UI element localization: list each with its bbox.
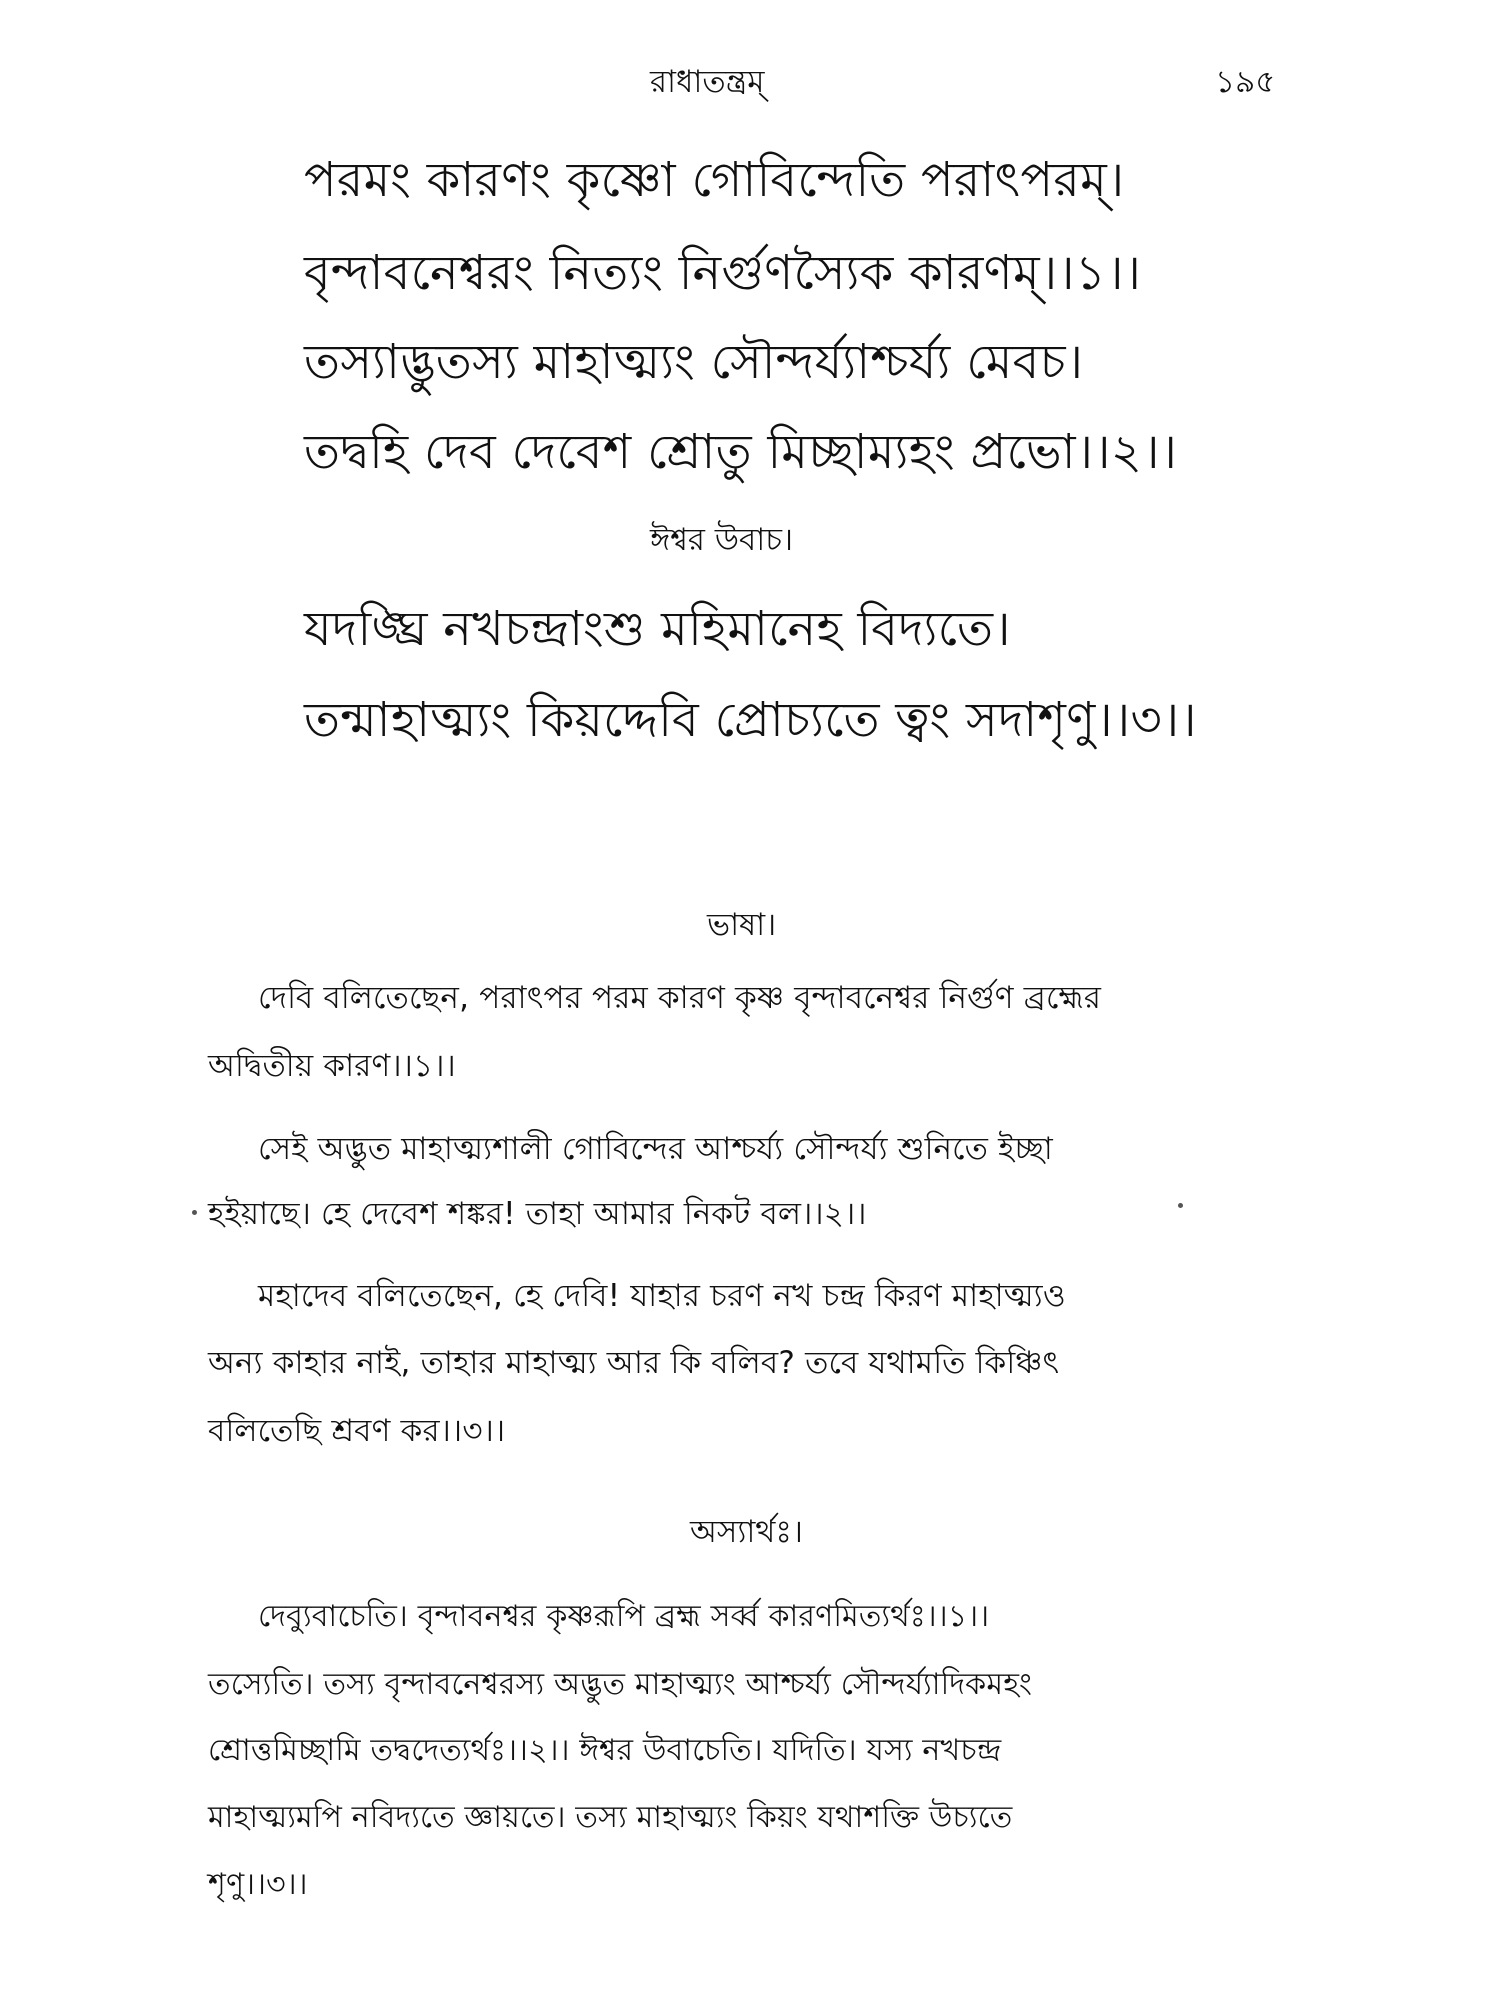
verse-line: তদ্বহি দেব দেবেশ শ্রোতু মিচ্ছাম্যহং প্রভো।।২।। <box>304 424 1178 480</box>
ink-speck <box>192 1210 197 1215</box>
page-number: ১৯৫ <box>1215 64 1276 100</box>
verse-line: তস্যাদ্ভুতস্য মাহাত্ম্যং সৌন্দর্য্যাশ্চর্য্য মেবচ। <box>304 334 1084 390</box>
prose-line: বলিতেছি শ্রবণ কর।।৩।। <box>208 1413 506 1449</box>
verse-line: পরমং কারণং কৃষ্ণো গোবিন্দেতি পরাৎপরম্। <box>304 152 1125 208</box>
prose-line: অদ্বিতীয় কারণ।।১।। <box>208 1048 456 1084</box>
verse-line: তন্মাহাত্ম্যং কিয়দ্দেবি প্রোচ্যতে ত্বং সদাশৃণু।।৩।। <box>304 692 1197 748</box>
prose-line: অন্য কাহার নাই, তাহার মাহাত্ম্য আর কি বলিব? তবে যথামতি কিঞ্চিৎ <box>208 1345 1060 1381</box>
commentary-line: দেব্যুবাচেতি। বৃন্দাবনশ্বর কৃষ্ণরূপি ব্রহ্ম সর্ব্ব কারণমিত্যর্থঃ।।১।। <box>258 1599 990 1634</box>
prose-line: মহাদেব বলিতেছেন, হে দেবি! যাহার চরণ নখ চন্দ্র কিরণ মাহাত্ম্যও <box>258 1278 1066 1314</box>
running-title: রাধাতন্ত্রম্ <box>650 64 765 100</box>
verse-line: যদঙ্ঘ্রি নখচন্দ্রাংশু মহিমানেহ বিদ্যতে। <box>304 601 1011 657</box>
speaker-heading: ঈশ্বর উবাচ। <box>650 522 794 558</box>
commentary-line: শ্রোত্তমিচ্ছামি তদ্বদেত্যর্থঃ।।২।। ঈশ্বর উবাচেতি। যদিতি। যস্য নখচন্দ্র <box>208 1733 1002 1768</box>
page-header <box>0 62 1500 122</box>
commentary-line: শৃণু।।৩।। <box>208 1867 308 1902</box>
prose-line: দেবি বলিতেছেন, পরাৎপর পরম কারণ কৃষ্ণ বৃন্দাবনেশ্বর নির্গুণ ব্রহ্মের <box>258 980 1102 1016</box>
translation-heading: ভাষা। <box>707 907 777 943</box>
commentary-heading: অস্যার্থঃ। <box>690 1514 803 1550</box>
verse-line: বৃন্দাবনেশ্বরং নিত্যং নির্গুণস্যৈক কারণম্।।১।। <box>304 245 1142 301</box>
commentary-line: তস্যেতি। তস্য বৃন্দাবনেশ্বরস্য অদ্ভুত মাহাত্ম্যং আশ্চর্য্য সৌন্দর্য্যাদিকমহং <box>208 1667 1033 1702</box>
ink-speck <box>1178 1203 1183 1208</box>
prose-line: হইয়াছে। হে দেবেশ শঙ্কর! তাহা আমার নিকট বল।।২।। <box>208 1196 867 1232</box>
commentary-line: মাহাত্ম্যমপি নবিদ্যতে জ্ঞায়তে। তস্য মাহাত্ম্যং কিয়ং যথাশক্তি উচ্যতে <box>208 1800 1013 1835</box>
prose-line: সেই অদ্ভুত মাহাত্ম্যশালী গোবিন্দের আশ্চর্য্য সৌন্দর্য্য শুনিতে ইচ্ছা <box>258 1131 1053 1167</box>
